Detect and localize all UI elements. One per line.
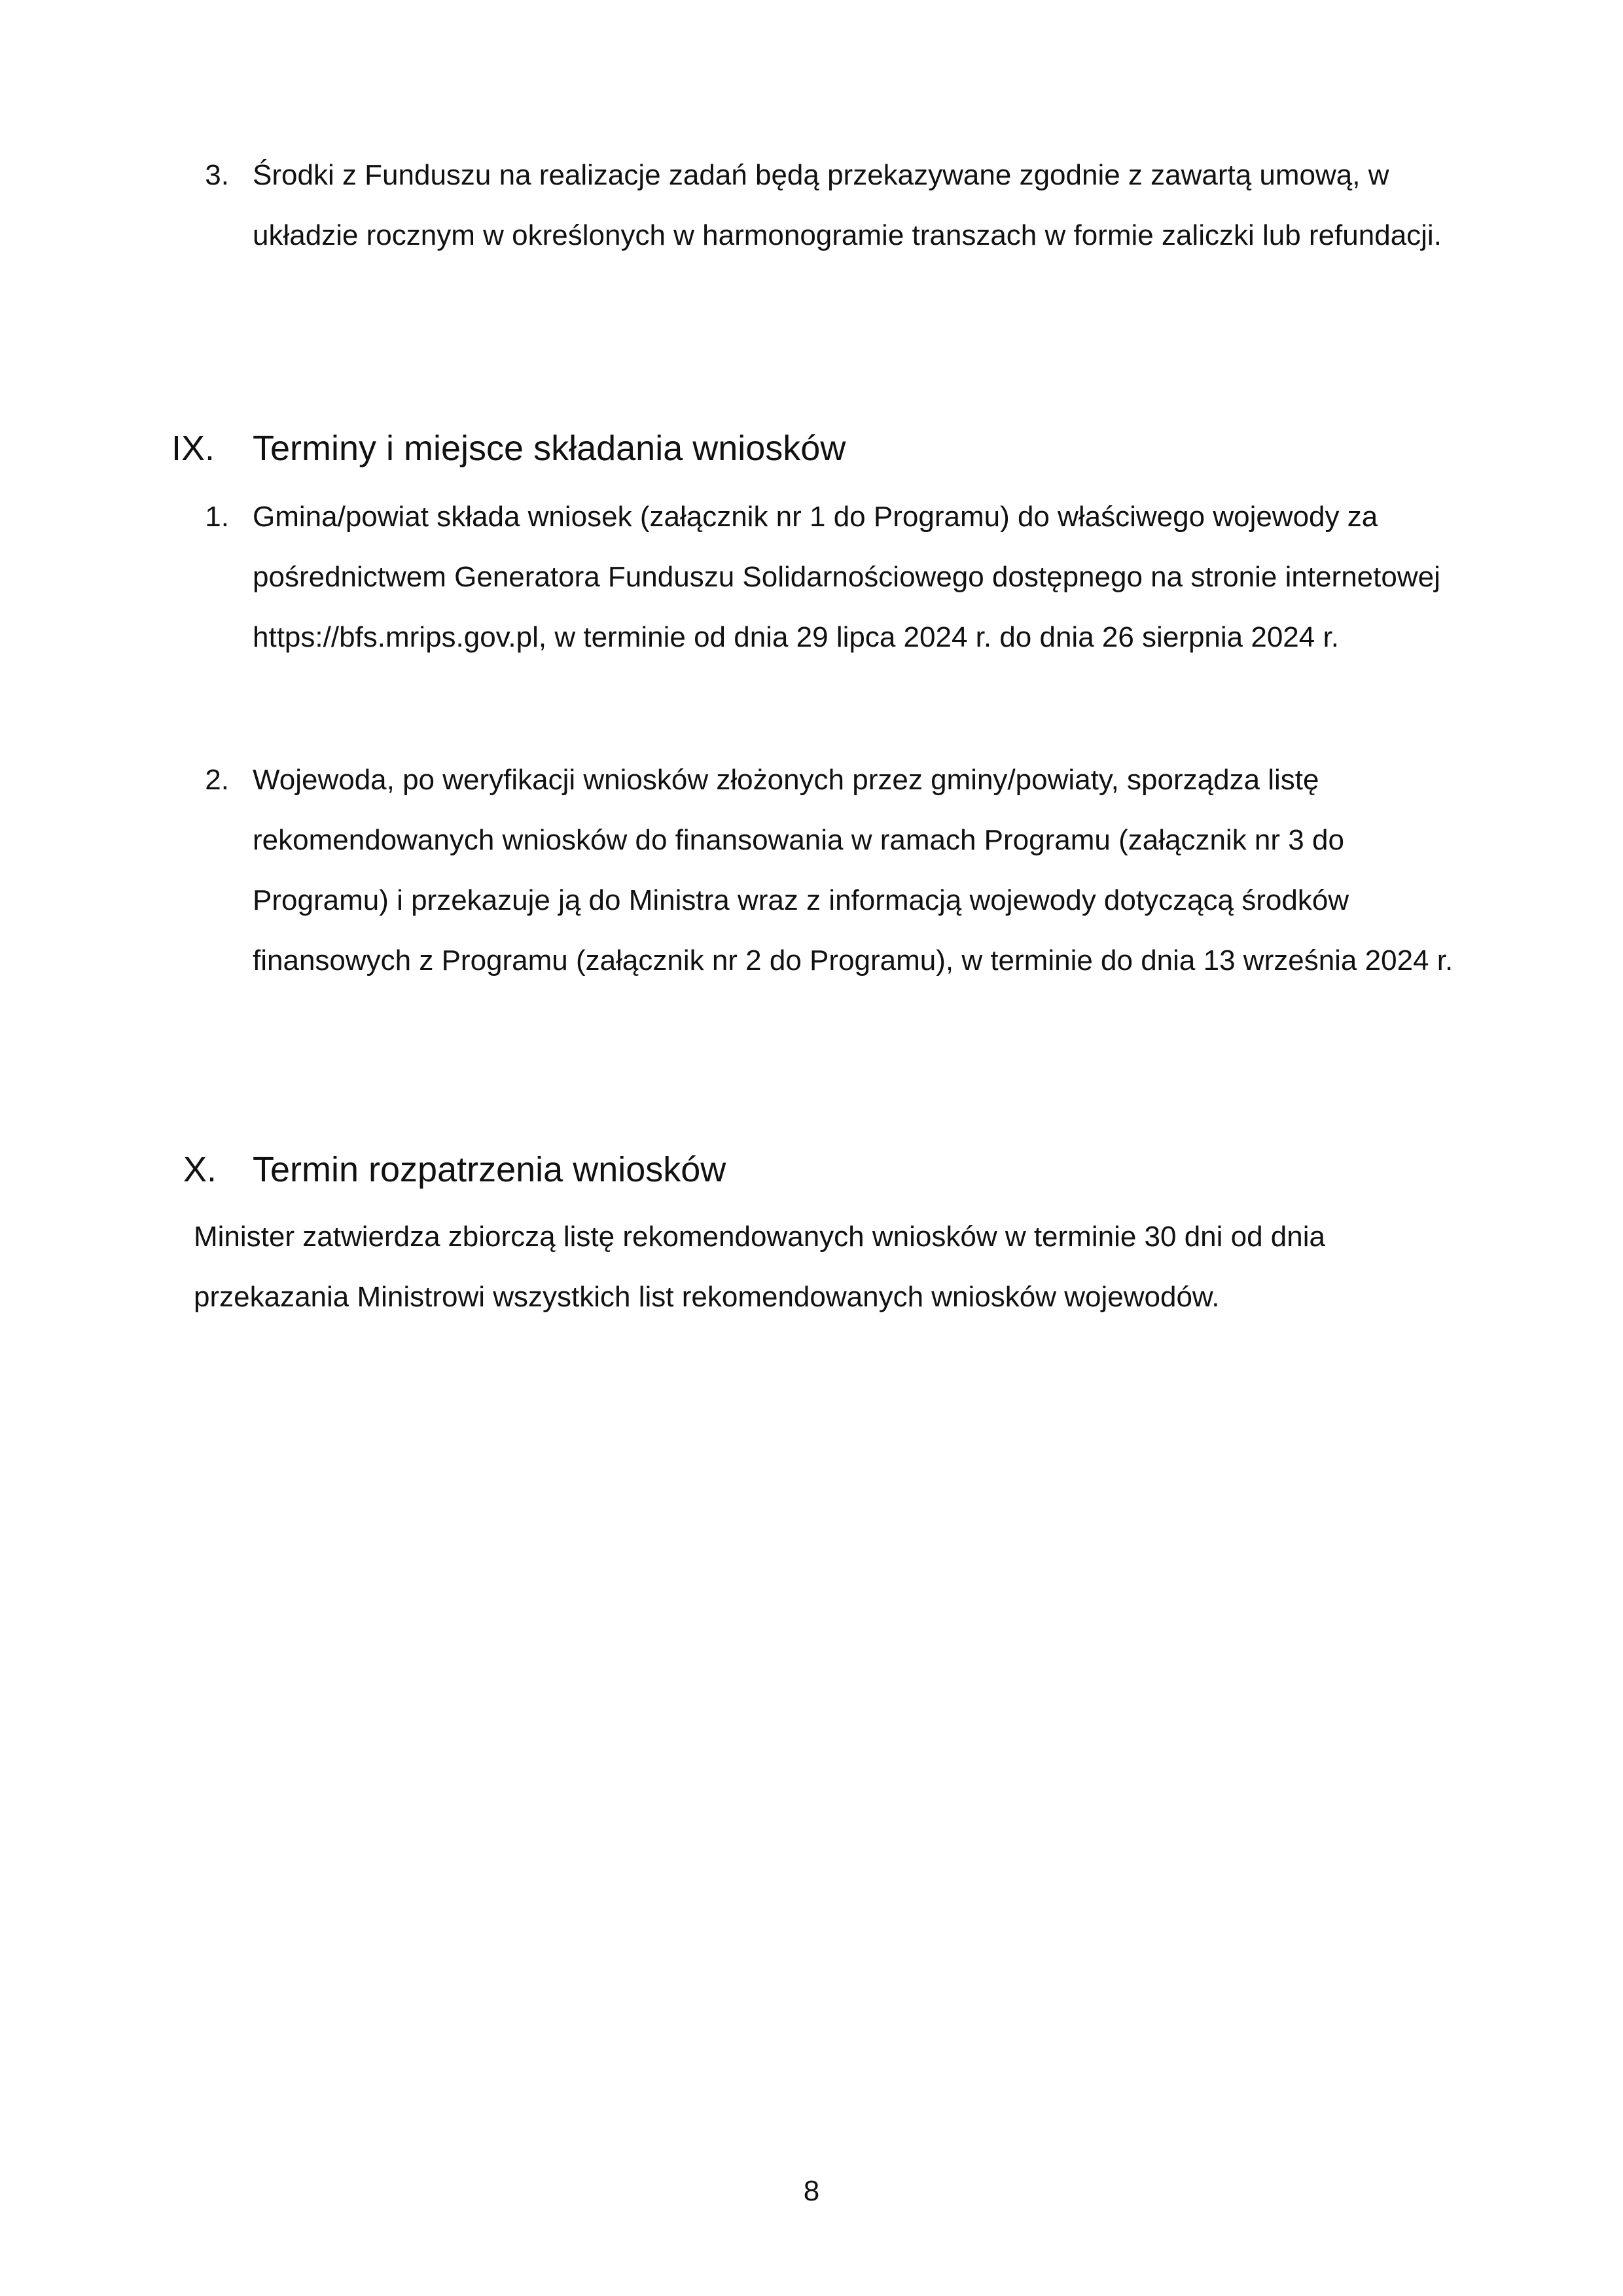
section-title: Terminy i miejsce składania wniosków bbox=[253, 429, 846, 468]
list-item-text: Gmina/powiat składa wniosek (załącznik nr 1 do Programu) do właściwego wojewody za pośrednictwem Generatora Funduszu Solidarnościowego dostępnego na stronie internetowej https://bfs.mrips.gov.pl, w terminie od dnia 29 lipca 2024 r. do dnia 26 sierpnia 2024 r. bbox=[253, 501, 1440, 653]
section-x-paragraph: Minister zatwierdza zbiorczą listę rekomendowanych wniosków w terminie 30 dni od dnia przekazania Ministrowi wszystkich list rekomendowanych wniosków wojewodów. bbox=[194, 1221, 1325, 1313]
list-item-text: Środki z Funduszu na realizacje zadań będą przekazywane zgodnie z zawartą umową, w układzie rocznym w określonych w harmonogramie transzach w formie zaliczki lub refundacji. bbox=[253, 159, 1442, 251]
section-title: Termin rozpatrzenia wniosków bbox=[253, 1150, 726, 1189]
page-number: 8 bbox=[803, 2175, 820, 2207]
list-item-number: 3. bbox=[205, 159, 229, 191]
list-item-text: Wojewoda, po weryfikacji wniosków złożonych przez gminy/powiaty, sporządza listę rekomendowanych wniosków do finansowania w ramach Programu (załącznik nr 3 do Programu) i przekazuje ją do Ministra wraz z informacją wojewody dotyczącą środków finansowych z Programu (załącznik nr 2 do Programu), w terminie do dnia 13 września 2024 r. bbox=[253, 764, 1454, 977]
list-item-number: 2. bbox=[205, 764, 229, 796]
list-item-number: 1. bbox=[205, 501, 229, 533]
section-number: X. bbox=[183, 1150, 217, 1189]
section-number: IX. bbox=[171, 429, 215, 468]
